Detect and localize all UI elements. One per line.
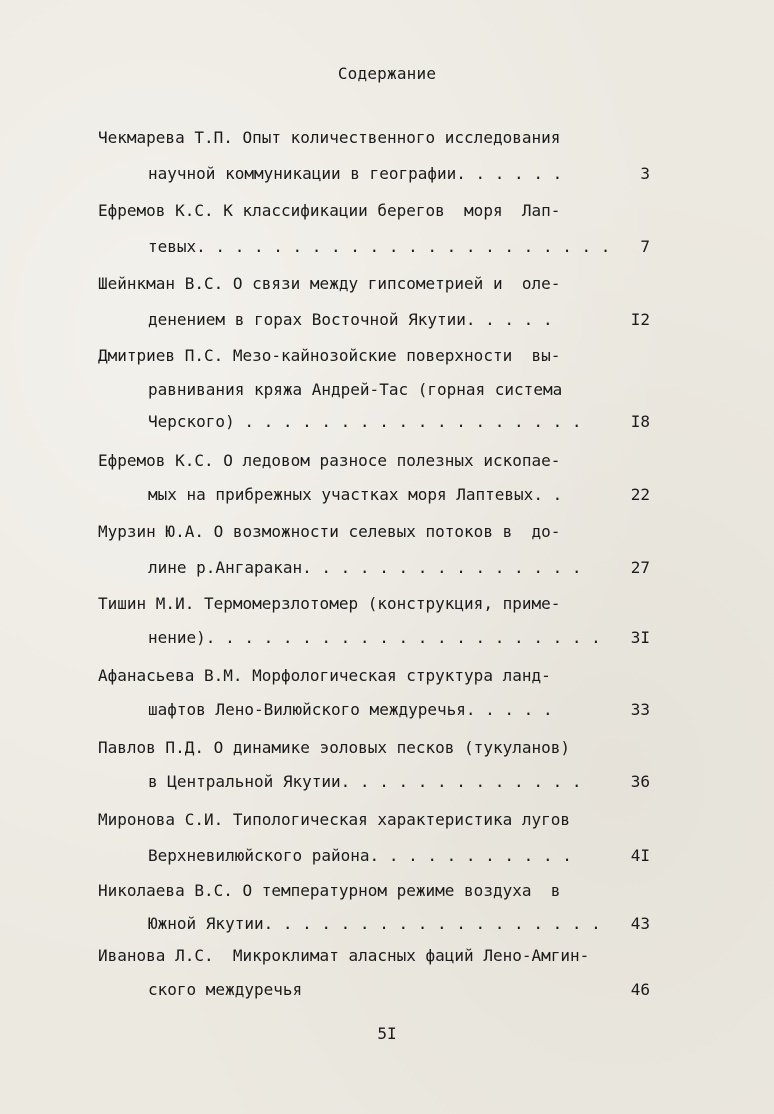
toc-page-number: 43 (630, 914, 650, 933)
toc-entry-line: Дмитриев П.С. Мезо-кайнозойские поверхности вы- (98, 346, 561, 365)
toc-page-number: 3 (640, 164, 650, 183)
toc-entry-line: Павлов П.Д. О динамике эоловых песков (тукуланов) (98, 738, 571, 757)
toc-entry-line: Южной Якутии. . . . . . . . . . . . . . . . . . (148, 914, 601, 933)
toc-page-number: 7 (640, 237, 650, 256)
toc-page-number: 3I (630, 628, 650, 647)
toc-entry-line: в Центральной Якутии. . . . . . . . . . . . . (148, 772, 582, 791)
toc-entry-line: равнивания кряжа Андрей-Тас (горная система (148, 380, 563, 399)
toc-entry-line: нение). . . . . . . . . . . . . . . . . . . . . (148, 628, 601, 647)
toc-page-number: 46 (630, 980, 650, 999)
toc-entry-line: Чекмарева Т.П. Опыт количественного исследования (98, 128, 561, 147)
toc-entry-line: Верхневилюйского района. . . . . . . . . . . (148, 846, 572, 865)
toc-entry-line: мых на прибрежных участках моря Лаптевых. . (148, 485, 563, 504)
toc-entry-line: научной коммуникации в географии. . . . . . (148, 164, 563, 183)
toc-page-number: 33 (630, 700, 650, 719)
toc-page-number: I2 (630, 310, 650, 329)
toc-page-number: I8 (630, 412, 650, 431)
toc-page-number: 22 (630, 485, 650, 504)
toc-entry-line: ского междуречья (148, 980, 303, 999)
toc-entry-line: шафтов Лено-Вилюйского междуречья. . . . . (148, 700, 553, 719)
toc-entry-line: Шейнкман В.С. О связи между гипсометрией и оле- (98, 274, 561, 293)
toc-page-number: 36 (630, 772, 650, 791)
toc-entry-line: лине р.Ангаракан. . . . . . . . . . . . . . . (148, 558, 582, 577)
toc-entry-line: Ефремов К.С. К классификации берегов моря Лап- (98, 201, 561, 220)
toc-entry-line: денением в горах Восточной Якутии. . . . . (148, 310, 553, 329)
toc-entry-line: Черского) . . . . . . . . . . . . . . . . . . (148, 412, 582, 431)
toc-entry-line: тевых. . . . . . . . . . . . . . . . . . . . . . (148, 237, 611, 256)
toc-entry-line: Мурзин Ю.А. О возможности селевых потоков в до- (98, 522, 561, 541)
page-title: Содержание (337, 64, 437, 83)
toc-page-number: 27 (630, 558, 650, 577)
toc-entry-line: Иванова Л.С. Микроклимат аласных фаций Лено-Амгин- (98, 946, 590, 965)
toc-entry-line: Николаева В.С. О температурном режиме воздуха в (98, 881, 561, 900)
toc-page-number: 4I (630, 846, 650, 865)
toc-entry-line: Тишин М.И. Термомерзлотомер (конструкция, приме- (98, 594, 561, 613)
toc-entry-line: Миронова С.И. Типологическая характеристика лугов (98, 810, 571, 829)
toc-entry-line: Афанасьева В.М. Морфологическая структура ланд- (98, 666, 551, 685)
toc-entry-line: Ефремов К.С. О ледовом разносе полезных ископае- (98, 451, 561, 470)
page-number-footer: 5I (377, 1024, 397, 1043)
